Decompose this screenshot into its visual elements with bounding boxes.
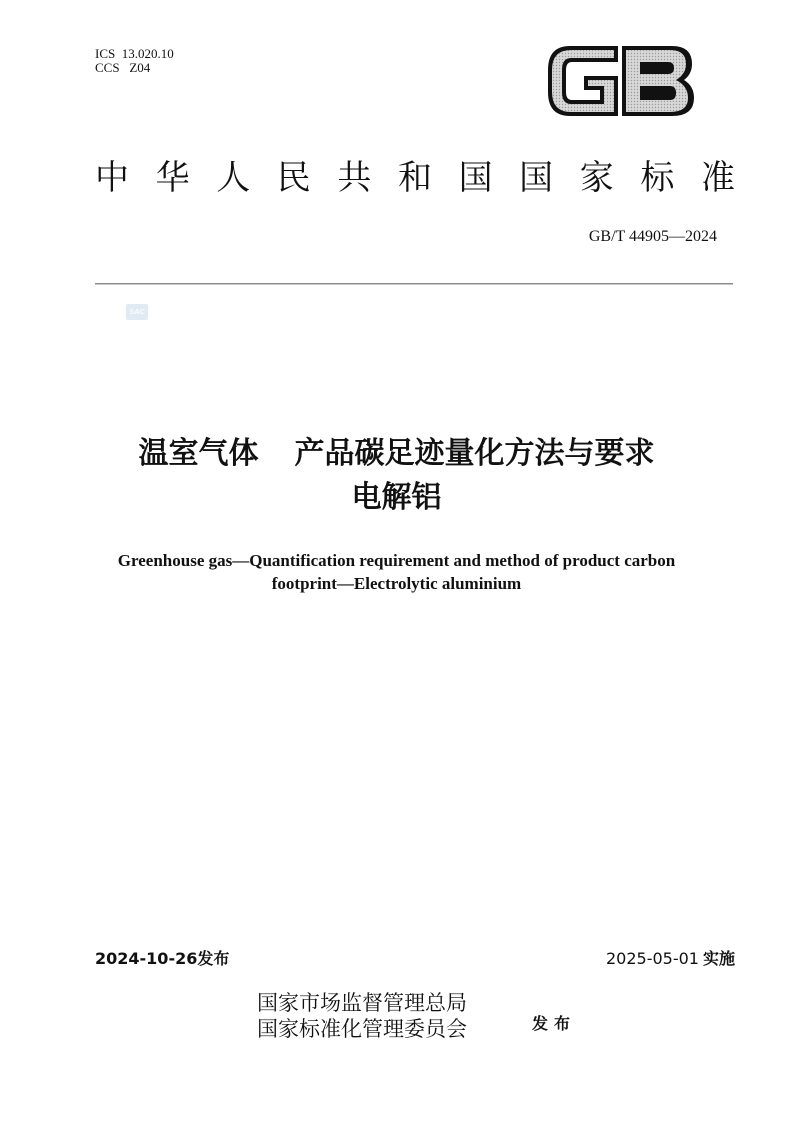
- publish-label: 发布: [532, 1014, 577, 1033]
- gb-logo-icon: [540, 40, 700, 122]
- implementation-date: [606, 946, 735, 969]
- title-char: 准: [700, 158, 735, 198]
- title-char: 人: [216, 158, 251, 198]
- implementation-date-value: 2025-05-01: [606, 949, 699, 968]
- chinese-title-part2: 产品碳足迹量化方法与要求: [294, 436, 655, 471]
- english-title-line2: footprint—Electrolytic aluminium: [271, 574, 522, 593]
- issuer-sac: 国家标准化管理委员会: [257, 1017, 467, 1041]
- issue-date: 2024-10-26发布: [95, 949, 230, 968]
- implementation-label: 实施: [702, 949, 735, 968]
- classification-codes: [95, 47, 174, 75]
- title-char: 民: [276, 158, 311, 198]
- title-char: 国: [519, 158, 554, 198]
- chinese-title: [0, 432, 793, 520]
- ccs-code: CCS Z04: [95, 60, 151, 75]
- english-title-line1: Greenhouse gas—Quantification requirement and method of product carbon: [117, 551, 676, 570]
- title-char: 国: [458, 158, 493, 198]
- title-char: 标: [640, 158, 675, 198]
- title-char: 共: [337, 158, 372, 198]
- chinese-title-line2: 电解铝: [351, 480, 442, 515]
- chinese-title-part1: 温室气体: [138, 436, 259, 471]
- title-char: 华: [155, 158, 190, 198]
- title-char: 和: [397, 158, 432, 198]
- watermark-stamp-icon: SAC: [126, 304, 148, 320]
- english-title: [0, 549, 793, 595]
- ics-code: ICS 13.020.10: [95, 46, 174, 61]
- standard-number: GB/T 44905—2024: [588, 228, 717, 245]
- chinese-title-line1: [0, 432, 793, 476]
- title-char: 家: [579, 158, 614, 198]
- title-char: 中: [95, 158, 129, 198]
- header-divider: [95, 283, 733, 285]
- issuing-authorities: [257, 990, 467, 1042]
- country-standard-title: [95, 150, 735, 199]
- issuer-samr: 国家市场监督管理总局: [257, 991, 467, 1015]
